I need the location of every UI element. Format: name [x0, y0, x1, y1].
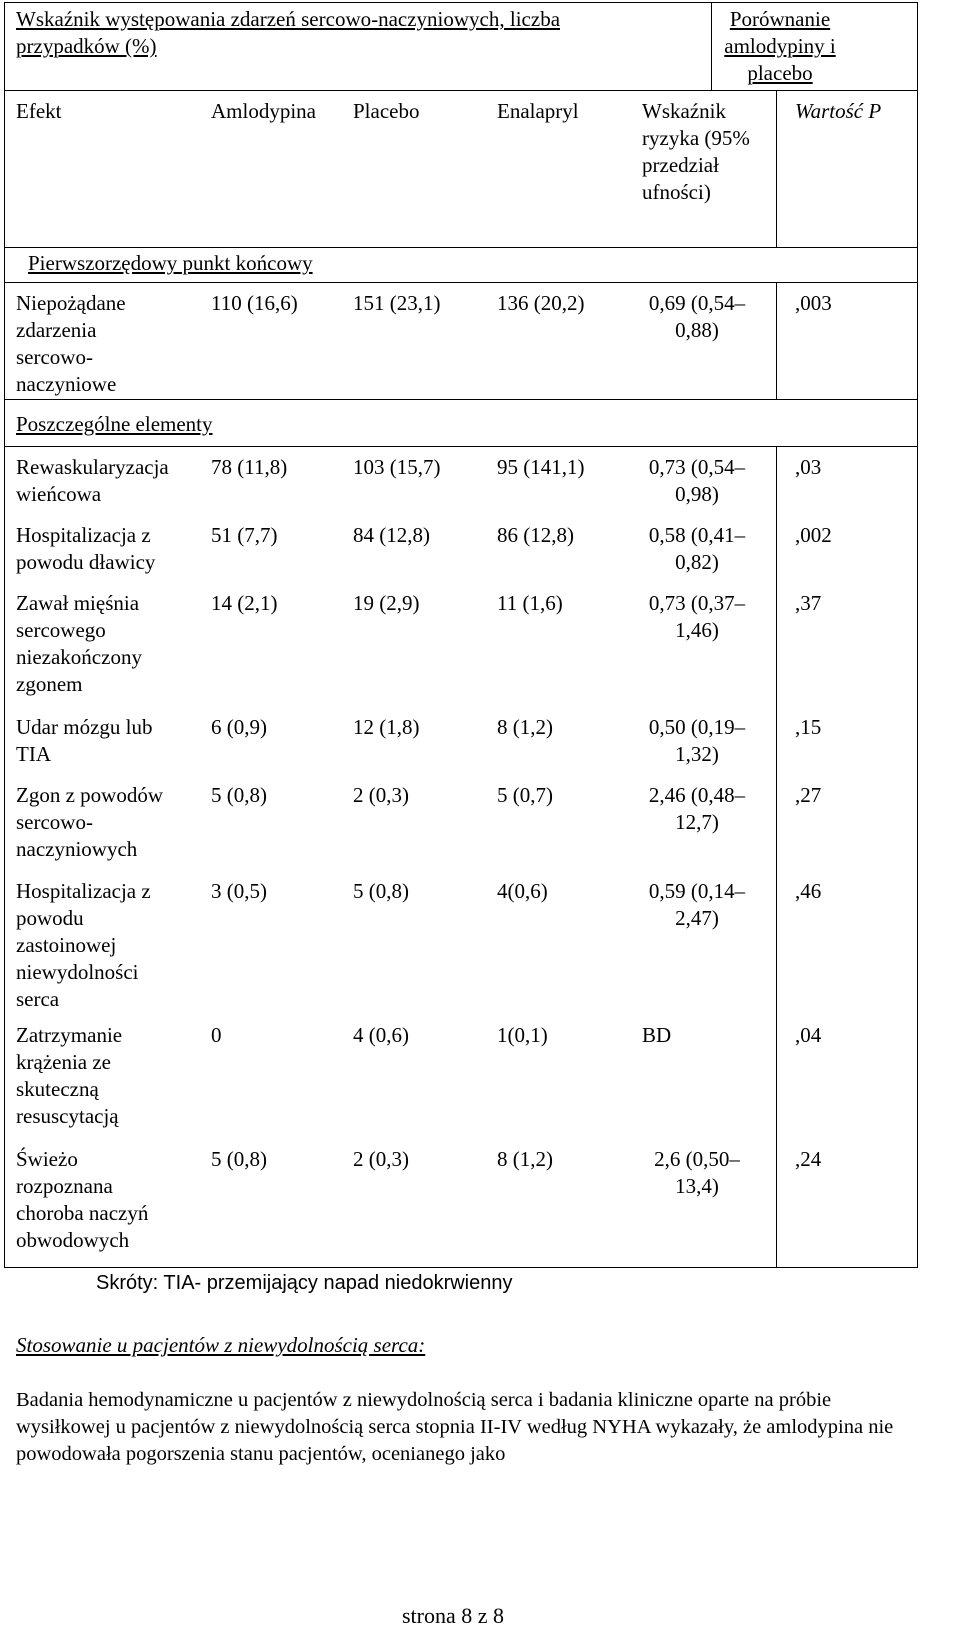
row-placebo: 2 (0,3) [353, 1147, 409, 1171]
row-hr: 0,73 (0,54– 0,98) [648, 455, 746, 506]
row-amlo: 3 (0,5) [211, 879, 267, 903]
row-enal: 4(0,6) [497, 879, 548, 903]
row-enal: 8 (1,2) [497, 1147, 553, 1171]
row-p: ,03 [795, 455, 822, 479]
primary-row-label: Niepożądane zdarzenia sercowo-naczyniowe [16, 291, 126, 396]
col-enalapryl: Enalapryl [497, 99, 579, 123]
row-hr: BD [642, 1023, 672, 1047]
row-label: Zatrzymanie krążenia ze skuteczną resuscytacją [16, 1023, 123, 1128]
row-amlo: 5 (0,8) [211, 1147, 267, 1171]
row-p: ,15 [795, 715, 822, 739]
row-enal: 86 (12,8) [497, 523, 574, 547]
row-enal: 5 (0,7) [497, 783, 553, 807]
row-label: Zgon z powodów sercowo-naczyniowych [16, 783, 163, 861]
row-p: ,002 [795, 523, 832, 547]
page-footer: strona 8 z 8 [402, 1603, 505, 1628]
row-placebo: 4 (0,6) [353, 1023, 409, 1047]
row-label: Hospitalizacja z powodu zastoinowej niewydolności serca [16, 879, 151, 1011]
row-amlo: 0 [211, 1023, 222, 1047]
col-p-value: Wartość P [795, 99, 882, 123]
primary-row-p: ,003 [795, 291, 832, 315]
row-placebo: 103 (15,7) [353, 455, 441, 479]
row-hr: 0,50 (0,19– 1,32) [648, 715, 746, 766]
row-amlo: 51 (7,7) [211, 523, 278, 547]
row-amlo: 6 (0,9) [211, 715, 267, 739]
row-label: Hospitalizacja z powodu dławicy [16, 523, 156, 574]
row-label: Udar mózgu lub TIA [16, 715, 153, 766]
row-p: ,27 [795, 783, 822, 807]
abbreviations-note: Skróty: TIA- przemijający napad niedokrwienny [96, 1272, 513, 1294]
row-enal: 95 (141,1) [497, 455, 585, 479]
col-placebo: Placebo [353, 99, 420, 123]
row-hr: 2,6 (0,50– 13,4) [654, 1147, 740, 1198]
row-placebo: 12 (1,8) [353, 715, 420, 739]
row-placebo: 84 (12,8) [353, 523, 430, 547]
section-components: Poszczególne elementy [16, 412, 213, 436]
row-amlo: 5 (0,8) [211, 783, 267, 807]
table-title: Wskaźnik występowania zdarzeń sercowo-naczyniowych, liczba przypadków (%) [16, 7, 561, 58]
comparison-header: Porównanie amlodypiny i placebo [724, 7, 836, 85]
section-primary: Pierwszorzędowy punkt końcowy [28, 251, 313, 275]
col-hazard-ratio: Wskaźnik ryzyka (95% przedział ufności) [642, 99, 750, 204]
row-hr: 2,46 (0,48– 12,7) [648, 783, 746, 834]
primary-row-amlo: 110 (16,6) [211, 291, 298, 315]
row-p: ,37 [795, 591, 822, 615]
row-label: Zawał mięśnia sercowego niezakończony zgonem [16, 591, 142, 696]
row-label: Świeżo rozpoznana choroba naczyń obwodowych [16, 1147, 149, 1252]
col-amlodypina: Amlodypina [211, 99, 316, 123]
row-enal: 8 (1,2) [497, 715, 553, 739]
row-enal: 11 (1,6) [497, 591, 563, 615]
primary-row-enal: 136 (20,2) [497, 291, 585, 315]
row-placebo: 5 (0,8) [353, 879, 409, 903]
section-heading: Stosowanie u pacjentów z niewydolnością serca: [16, 1333, 426, 1357]
row-p: ,04 [795, 1023, 822, 1047]
row-enal: 1(0,1) [497, 1023, 548, 1047]
row-p: ,46 [795, 879, 822, 903]
row-hr: 0,59 (0,14– 2,47) [648, 879, 746, 930]
body-paragraph: Badania hemodynamiczne u pacjentów z niewydolnością serca i badania kliniczne oparte na próbie wysiłkowej u pacjentów z niewydolnością serca stopnia II-IV według NYHA wykazały, że amlodypina nie powodowała pogorszenia stanu pacjentów, ocenianego jako [16, 1389, 894, 1465]
row-label: Rewaskularyzacja wieńcowa [16, 455, 169, 506]
row-amlo: 78 (11,8) [211, 455, 288, 479]
row-placebo: 2 (0,3) [353, 783, 409, 807]
col-effect: Efekt [16, 99, 62, 123]
row-placebo: 19 (2,9) [353, 591, 420, 615]
row-hr: 0,73 (0,37– 1,46) [648, 591, 746, 642]
row-p: ,24 [795, 1147, 822, 1171]
row-hr: 0,58 (0,41– 0,82) [648, 523, 746, 574]
primary-row-placebo: 151 (23,1) [353, 291, 441, 315]
row-amlo: 14 (2,1) [211, 591, 278, 615]
primary-row-hr: 0,69 (0,54– 0,88) [648, 291, 746, 342]
